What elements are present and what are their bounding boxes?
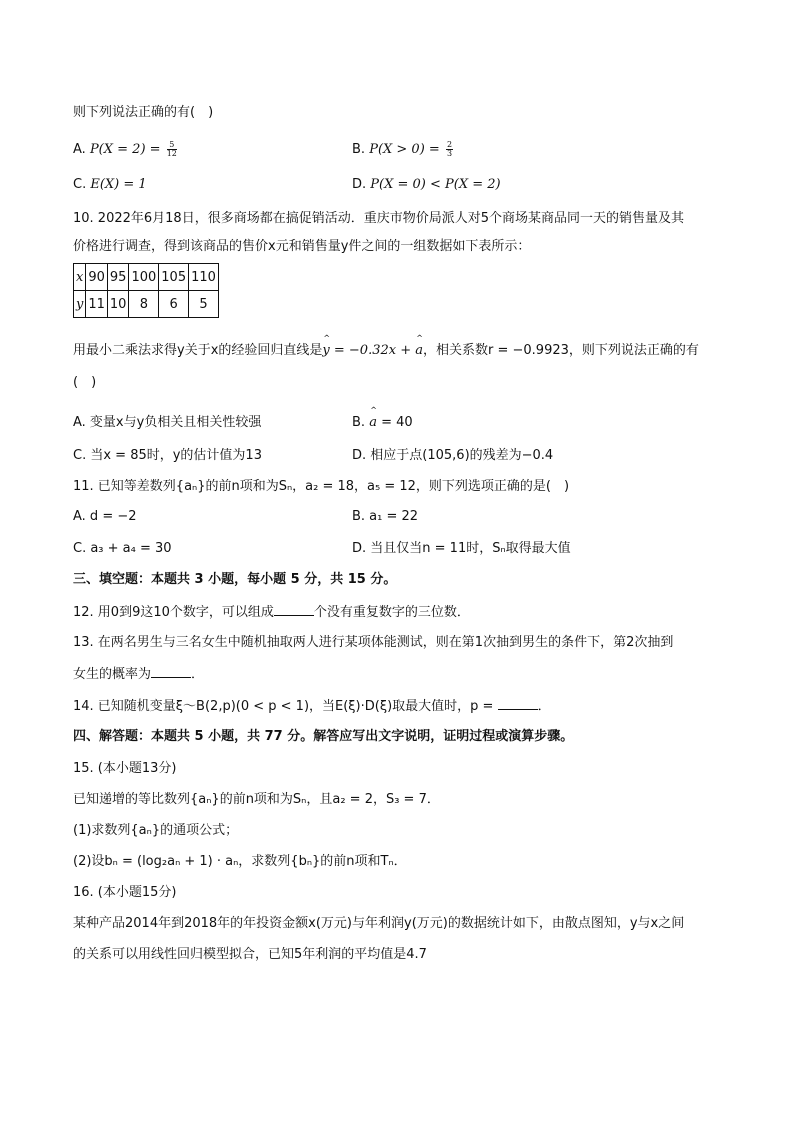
q13-line-2: 女生的概率为 ． [73, 667, 205, 682]
q10-line-1: 10. 2022年6月18日，很多商场都在搞促销活动．重庆市物价局派人对5个商场某商品同一天的销售量及其 [73, 211, 684, 226]
table-cell: 5 [189, 291, 219, 318]
q16-heading: 16. (本小题15分) [73, 885, 177, 900]
table-cell: 100 [129, 264, 159, 291]
table-row [74, 291, 219, 318]
q10-option-c: C. 当x = 85时，y的估计值为13 [73, 448, 262, 463]
q15-part-2: (2)设bₙ = (log₂aₙ + 1) · aₙ，求数列{bₙ}的前n项和Tₙ． [73, 854, 407, 869]
q15-stem: 已知递增的等比数列{aₙ}的前n项和为Sₙ，且a₂ = 2，S₃ = 7． [73, 792, 440, 807]
q10-option-a: A. 变量x与y负相关且相关性较强 [73, 415, 262, 430]
q15-part-1: (1)求数列{aₙ}的通项公式； [73, 823, 239, 838]
table-cell: y [74, 291, 86, 318]
q11-option-d: D. 当且仅当n = 11时，Sₙ取得最大值 [352, 541, 571, 556]
table-cell: 95 [107, 264, 129, 291]
table-cell: 10 [107, 291, 129, 318]
answer-blank[interactable] [498, 697, 538, 710]
q14: 14. 已知随机变量ξ～B(2,p)(0 < p < 1)，当E(ξ)·D(ξ)取最大值时，p = ． [73, 699, 551, 714]
fraction: $\frac{5}{12}$ [166, 140, 177, 158]
q9-option-a: A. P(X = 2) = $\frac{5}{12}$ [73, 140, 177, 158]
answer-blank[interactable] [274, 603, 314, 616]
q11-option-a: A. d = −2 [73, 509, 137, 524]
q9-option-c: C. E(X) = 1 [73, 177, 147, 192]
q10-option-d: D. 相应于点(105,6)的残差为−0.4 [352, 448, 554, 463]
table-cell: 90 [86, 264, 108, 291]
table-cell: 6 [159, 291, 189, 318]
table-cell: 8 [129, 291, 159, 318]
fraction: $\frac{2}{3}$ [446, 140, 453, 158]
q15-heading: 15. (本小题13分) [73, 761, 177, 776]
data-table [73, 263, 219, 318]
q11-stem: 11. 已知等差数列{aₙ}的前n项和为Sₙ，a₂ = 18，a₅ = 12，则下列选项正确的是( ) [73, 479, 570, 494]
q16-line-1: 某种产品2014年到2018年的年投资金额x(万元)与年利润y(万元)的数据统计如下，由散点图知，y与x之间 [73, 916, 685, 931]
q10-line-3: 用最小二乘法求得y关于x的经验回归直线是^ y = −0.32x + ^ a，相关系数r = −0.9923，则下列说法正确的有 [73, 342, 699, 360]
section-3-heading: 三、填空题：本题共 3 小题，每小题 5 分，共 15 分。 [73, 572, 397, 587]
table-cell: 11 [86, 291, 108, 318]
table-cell: x [74, 264, 86, 291]
answer-blank[interactable] [151, 665, 191, 678]
section-4-heading: 四、解答题：本题共 5 小题，共 77 分。解答应写出文字说明，证明过程或演算步骤。 [73, 729, 574, 744]
table-cell: 110 [189, 264, 219, 291]
table-row [74, 264, 219, 291]
q12: 12. 用0到9这10个数字，可以组成 个没有重复数字的三位数． [73, 605, 470, 620]
table-cell: 105 [159, 264, 189, 291]
q10-line-4: ( ) [73, 375, 97, 390]
q9-option-b: B. P(X > 0) = $\frac{2}{3}$ [352, 140, 453, 158]
q11-option-c: C. a₃ + a₄ = 30 [73, 541, 172, 556]
q9-option-d: D. P(X = 0) < P(X = 2) [352, 177, 501, 192]
q16-line-2: 的关系可以用线性回归模型拟合，已知5年利润的平均值是4.7 [73, 947, 427, 962]
q9-stem: 则下列说法正确的有( ) [73, 105, 214, 120]
q13-line-1: 13. 在两名男生与三名女生中随机抽取两人进行某项体能测试，则在第1次抽到男生的条件下，第2次抽到 [73, 635, 674, 650]
q10-line-2: 价格进行调查，得到该商品的售价x元和销售量y件之间的一组数据如下表所示： [73, 239, 531, 254]
q11-option-b: B. a₁ = 22 [352, 509, 419, 524]
q10-option-b: B. ^ a = 40 [352, 414, 413, 432]
